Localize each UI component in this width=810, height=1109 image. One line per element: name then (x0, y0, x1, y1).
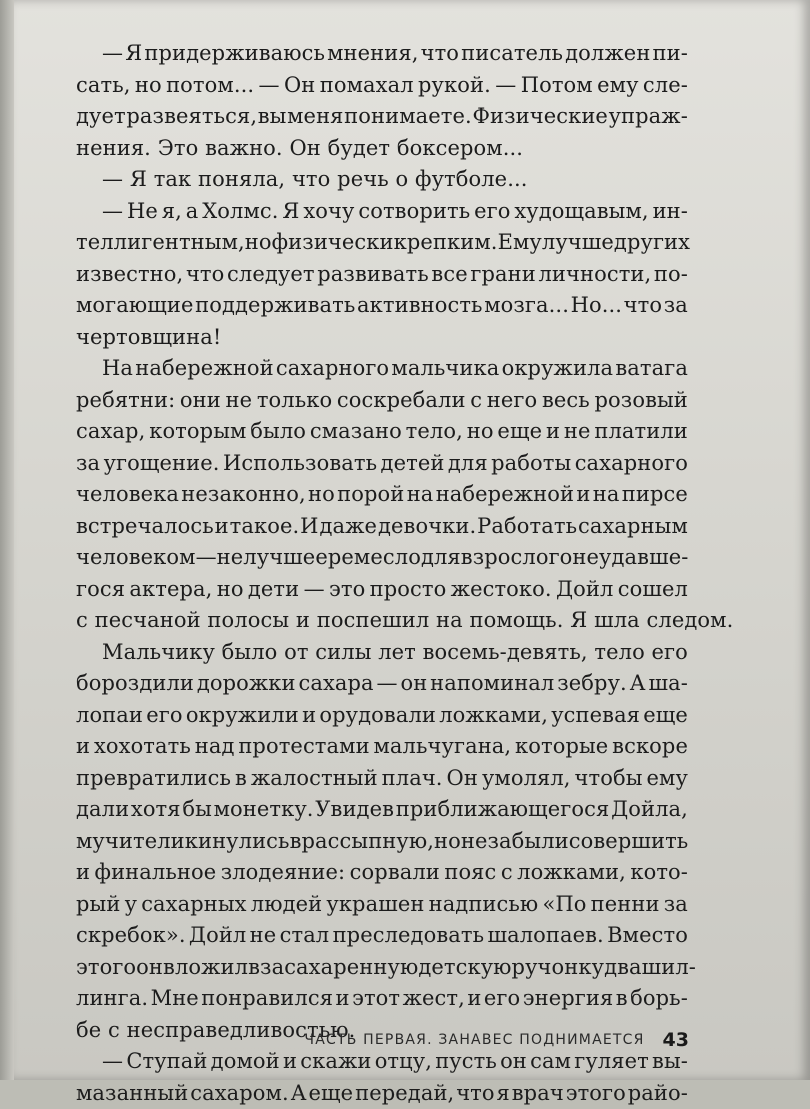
word: Увидев (315, 794, 394, 826)
word: человеком (76, 542, 196, 574)
word: Потом (521, 70, 593, 102)
word: успевая (551, 700, 640, 732)
word: теллигентным, (76, 227, 245, 259)
word: рукой. (418, 70, 491, 102)
word: ложками, (517, 857, 626, 889)
word: пи- (653, 38, 688, 70)
word: а (186, 196, 199, 228)
word: Ступай (126, 1046, 207, 1078)
word: ему (597, 70, 638, 102)
word: что (624, 290, 662, 322)
word: Я (282, 196, 299, 228)
word: его (146, 700, 182, 732)
word: я, (162, 196, 182, 228)
text-line (76, 1078, 688, 1109)
word: стал (280, 920, 330, 952)
word: тело, (406, 416, 463, 448)
word: линга. (76, 983, 148, 1015)
body-text (76, 38, 688, 1109)
text-line (76, 542, 688, 574)
word: совершить (569, 826, 689, 858)
word: окружили (186, 700, 299, 732)
word: еще (309, 1078, 354, 1109)
word: еще (643, 700, 688, 732)
word: Я (125, 38, 142, 70)
word: дует (76, 101, 126, 133)
word: и (76, 857, 90, 889)
word: злодеяние: (221, 857, 346, 889)
word: домой (211, 1046, 280, 1078)
word: сахаром. (190, 1078, 289, 1109)
word: крепким. (394, 227, 498, 259)
word: для (421, 542, 461, 574)
word: актера, (129, 574, 212, 606)
word: встречалось (76, 511, 214, 543)
word: упраж- (609, 101, 688, 133)
word: энергия (523, 983, 614, 1015)
text-line (76, 920, 688, 952)
word: набережной (135, 353, 273, 385)
word: скажи (300, 1046, 371, 1078)
word: Ему (498, 227, 542, 259)
word: пусть (435, 1046, 497, 1078)
word: рый (76, 889, 120, 921)
word: — (495, 70, 516, 102)
page-footer (304, 1026, 689, 1054)
word: было (222, 637, 278, 669)
word: но (308, 479, 335, 511)
word: он (136, 952, 163, 984)
word: детскую (418, 952, 511, 984)
word: даже (319, 511, 377, 543)
word: не (217, 542, 244, 574)
word: что (456, 1078, 494, 1109)
word: Работать (477, 511, 577, 543)
word: сорвали (350, 857, 440, 889)
word: и (467, 983, 481, 1015)
word: за (664, 889, 688, 921)
word: ему (647, 763, 688, 795)
word: А (291, 1078, 307, 1109)
word: за (664, 290, 688, 322)
word: «По (542, 889, 586, 921)
word: набережной (436, 479, 574, 511)
text-line (76, 416, 688, 448)
word: финальное (95, 857, 217, 889)
word: просто (370, 574, 447, 606)
word: ватага (615, 353, 688, 385)
word: Вместо (607, 920, 688, 952)
word: которым (149, 416, 246, 448)
text-line (76, 385, 688, 417)
text-line: — Я так поняла, что речь о футболе... (76, 164, 688, 196)
word: придерживаюсь (144, 38, 325, 70)
word: хотя (131, 794, 181, 826)
word: хочу (303, 196, 354, 228)
word: в (248, 952, 260, 984)
word: розовый (594, 385, 687, 417)
word: бороздили (76, 668, 194, 700)
word: было (250, 416, 306, 448)
word: он (400, 668, 427, 700)
word: дали (76, 794, 129, 826)
word: сахарным (578, 511, 688, 543)
word: И (300, 511, 318, 543)
word: сотворить (358, 196, 470, 228)
word: порой (337, 479, 404, 511)
word: мучители (76, 826, 185, 858)
word: развеяться, (126, 101, 257, 133)
word: Он (447, 763, 478, 795)
word: гося (76, 574, 125, 606)
word: в (616, 983, 628, 1015)
word: На (102, 353, 133, 385)
word: но (434, 826, 461, 858)
word: и (302, 700, 316, 732)
word: взрослого (461, 542, 573, 574)
word: его (474, 196, 510, 228)
word: такое. (230, 511, 300, 543)
word: и (576, 479, 590, 511)
word: лопаи (76, 700, 143, 732)
word: что (421, 38, 459, 70)
word: и (283, 1046, 297, 1078)
word: по- (654, 259, 688, 291)
text-line (76, 952, 688, 984)
text-line: нения. Это важно. Он будет боксером... (76, 133, 688, 165)
text-line (76, 668, 688, 700)
word: зебру. (557, 668, 627, 700)
word: помахал (320, 70, 414, 102)
word: работы (491, 448, 571, 480)
text-line (76, 826, 688, 858)
word: писатель (461, 38, 563, 70)
word: преследовать (333, 920, 485, 952)
text-line (76, 637, 688, 669)
word: следует (227, 259, 315, 291)
word: чтобы (575, 763, 643, 795)
word: все (431, 259, 467, 291)
word: активность (357, 290, 483, 322)
word: засахаренную (260, 952, 418, 984)
word: не (461, 826, 488, 858)
text-line (76, 511, 688, 543)
word: — (102, 38, 123, 70)
word: надписью (429, 889, 539, 921)
word: Но... (571, 290, 622, 322)
word: понравился (201, 983, 333, 1015)
word: монетку. (214, 794, 314, 826)
word: лет (378, 637, 416, 669)
text-line: бе с несправедливостью. (76, 1015, 688, 1047)
word: — (102, 196, 123, 228)
word: врач (512, 1078, 564, 1109)
word: врассыпную, (290, 826, 434, 858)
word: не (564, 416, 591, 448)
word: платили (594, 416, 688, 448)
word: не (226, 385, 253, 417)
text-line (76, 353, 688, 385)
text-line (76, 857, 688, 889)
word: Мальчику (102, 637, 215, 669)
text-line (76, 889, 688, 921)
text-line (76, 196, 688, 228)
word: умолял, (482, 763, 571, 795)
word: Дойл (556, 574, 613, 606)
word: его (652, 637, 688, 669)
word: в (235, 763, 247, 795)
word: этого (566, 1078, 626, 1109)
word: я (497, 1078, 510, 1109)
word: развивать (317, 259, 429, 291)
word: шалопаев. (487, 920, 603, 952)
word: мозга... (484, 290, 569, 322)
word: на (593, 479, 620, 511)
word: над (195, 731, 235, 763)
word: вскоре (612, 731, 688, 763)
word: весь (542, 385, 590, 417)
word: приближающегося (396, 794, 610, 826)
word: восемь-девять, (423, 637, 588, 669)
word: дети (248, 574, 299, 606)
word: человека (76, 479, 179, 511)
running-head: ЧАСТЬ ПЕРВАЯ. ЗАНАВЕС ПОДНИМАЕТСЯ (304, 1032, 644, 1048)
word: жестоко. (451, 574, 552, 606)
word: — (102, 1046, 123, 1078)
text-line (76, 574, 688, 606)
word: борь- (630, 983, 688, 1015)
word: сать, (76, 70, 131, 102)
word: — (377, 668, 398, 700)
word: сахарного (575, 448, 688, 480)
word: и (215, 511, 229, 543)
word: неудавше- (572, 542, 688, 574)
word: меня (287, 101, 343, 133)
word: пенни (591, 889, 660, 921)
word: Он (284, 70, 315, 102)
word: мальчугана, (374, 731, 512, 763)
text-line (76, 794, 688, 826)
word: тело (594, 637, 644, 669)
text-line (76, 448, 688, 480)
word: людей (251, 889, 322, 921)
word: это (329, 574, 365, 606)
word: девочки. (378, 511, 476, 543)
word: незаконно, (181, 479, 305, 511)
word: силы (315, 637, 371, 669)
word: угощение. (104, 448, 220, 480)
word: мазанный (76, 1078, 188, 1109)
word: ребятни: (76, 385, 175, 417)
word: украшен (326, 889, 424, 921)
word: напоминал (430, 668, 554, 700)
word: Дойл (189, 920, 246, 952)
word: и (546, 416, 560, 448)
word: что (186, 259, 224, 291)
word: и (336, 983, 350, 1015)
word: сахарных (141, 889, 246, 921)
word: мнения, (327, 38, 418, 70)
word: скребок». (76, 920, 186, 952)
word: кинулись (185, 826, 290, 858)
word: ремесло (328, 542, 421, 574)
word: пирсе (622, 479, 688, 511)
word: райо- (628, 1078, 688, 1109)
word: должен (565, 38, 650, 70)
word: ин- (653, 196, 688, 228)
text-line: чертовщина! (76, 322, 688, 354)
word: других (614, 227, 690, 259)
word: отцу, (375, 1046, 432, 1078)
word: за (76, 448, 100, 480)
word: лучше (542, 227, 614, 259)
word: кото- (630, 857, 688, 889)
word: — (259, 70, 280, 102)
word: потом... (166, 70, 254, 102)
word: вы (258, 101, 287, 133)
word: сахара (298, 668, 373, 700)
word: которые (515, 731, 608, 763)
word: ручонку (512, 952, 605, 984)
word: Использовать (223, 448, 377, 480)
text-line (76, 290, 688, 322)
text-line (76, 259, 688, 291)
text-line (76, 479, 688, 511)
word: Мне (151, 983, 199, 1015)
word: жест, (403, 983, 465, 1015)
word: этого (76, 952, 136, 984)
word: но (135, 70, 162, 102)
word: детей (381, 448, 445, 480)
word: окружила (502, 353, 614, 385)
word: но (217, 574, 244, 606)
word: вложил (163, 952, 248, 984)
word: сахар, (76, 416, 145, 448)
word: еще (497, 416, 542, 448)
text-line (76, 731, 688, 763)
word: гуляет (574, 1046, 649, 1078)
book-spine-edge (0, 0, 14, 1080)
word: понимаете. (344, 101, 472, 133)
word: забыли (487, 826, 568, 858)
word: орудовали (319, 700, 436, 732)
word: могающие (76, 290, 194, 322)
word: соскребали (337, 385, 466, 417)
word: Физические (472, 101, 608, 133)
word: жалостный (251, 763, 378, 795)
word: этот (352, 983, 400, 1015)
word: хохотать (94, 731, 191, 763)
word: сле- (643, 70, 688, 102)
word: но (467, 416, 494, 448)
word: грани (470, 259, 535, 291)
text-line (76, 38, 688, 70)
word: мальчика (391, 353, 499, 385)
word: пояс (444, 857, 496, 889)
word: на (407, 479, 434, 511)
word: он (500, 1046, 527, 1078)
text-line (76, 983, 688, 1015)
word: с (501, 857, 513, 889)
word: от (284, 637, 308, 669)
word: лучшее (243, 542, 328, 574)
word: с (470, 385, 482, 417)
page-number: 43 (663, 1029, 689, 1051)
word: Холмс. (202, 196, 278, 228)
text-line (76, 101, 688, 133)
word: шил- (642, 952, 696, 984)
word: два (604, 952, 642, 984)
word: ша- (648, 668, 687, 700)
word: физически (272, 227, 394, 259)
word: смазано (310, 416, 402, 448)
word: ложками, (439, 700, 548, 732)
word: они (180, 385, 221, 417)
word: личности, (538, 259, 651, 291)
word: протестами (238, 731, 369, 763)
word: только (257, 385, 332, 417)
word: сам (530, 1046, 571, 1078)
word: для (448, 448, 488, 480)
word: плач. (382, 763, 443, 795)
word: сошел (618, 574, 688, 606)
text-line (76, 763, 688, 795)
word: Не (127, 196, 158, 228)
word: превратились (76, 763, 231, 795)
text-line (76, 70, 688, 102)
word: худощавым, (514, 196, 648, 228)
word: не (250, 920, 277, 952)
text-line (76, 227, 688, 259)
word: вы- (652, 1046, 688, 1078)
word: А (630, 668, 646, 700)
word: его (484, 983, 520, 1015)
word: у (125, 889, 137, 921)
word: известно, (76, 259, 183, 291)
word: бы (182, 794, 212, 826)
word: Дойла, (611, 794, 688, 826)
word: но (245, 227, 272, 259)
text-line (76, 700, 688, 732)
word: передай, (355, 1078, 454, 1109)
word: — (304, 574, 325, 606)
word: поддерживать (195, 290, 355, 322)
word: него (487, 385, 537, 417)
book-page (14, 0, 810, 1080)
word: сахарного (276, 353, 389, 385)
word: дорожки (197, 668, 296, 700)
word: и (76, 731, 90, 763)
text-line: с песчаной полосы и поспешил на помощь. Я шла следом. (76, 605, 688, 637)
word: — (196, 542, 217, 574)
